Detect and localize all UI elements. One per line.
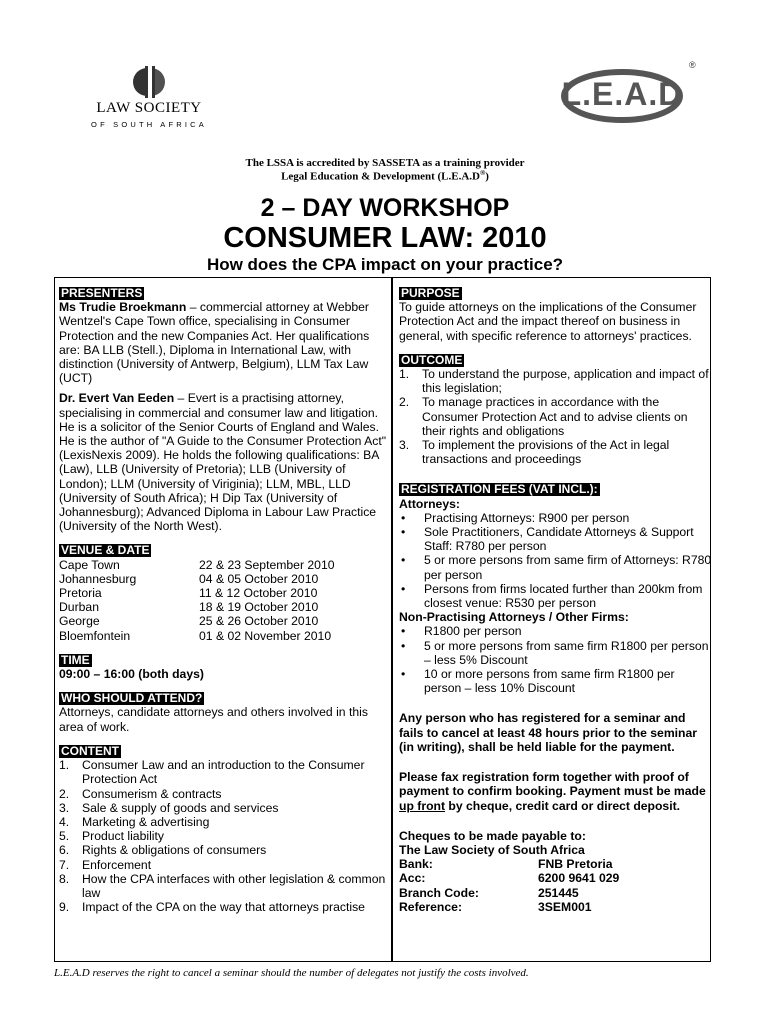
bank-row: Bank: FNB Pretoria — [399, 857, 613, 872]
non-practising-label: Non-Practising Attorneys / Other Firms: — [399, 610, 629, 625]
course-subtitle: How does the CPA impact on your practice? — [206, 255, 564, 274]
law-society-logo — [84, 62, 214, 132]
list-item: 3. Sale & supply of goods and services — [59, 800, 279, 815]
list-item: • Practising Attorneys: R900 per person — [401, 510, 630, 525]
venue-row: Cape Town 22 & 23 September 2010 — [59, 557, 335, 572]
course-title: CONSUMER LAW: 2010 — [223, 222, 547, 254]
bank-row: Acc: 6200 9641 029 — [399, 871, 620, 886]
attorneys-label: Attorneys: — [399, 496, 460, 511]
venue-row: Bloemfontein 01 & 02 November 2010 — [59, 628, 332, 643]
venue-row: Johannesburg 04 & 05 October 2010 — [59, 571, 319, 586]
attorneys-fees-list — [399, 511, 713, 610]
bank-details — [399, 857, 713, 914]
lead-registered-mark: ® — [689, 60, 696, 70]
list-item: • 5 or more persons from same firm of Attorneys: R780 per person — [401, 553, 712, 582]
list-item: 3. To implement the provisions of the Act in legal transactions and proceedings — [399, 438, 670, 467]
purpose-heading: PURPOSE — [401, 286, 460, 300]
lead-logo — [544, 60, 700, 126]
left-column — [59, 286, 391, 914]
presenter-2: Dr. Evert Van Eeden – Evert is a practising attorney, specialising in commercial and consumer law and litigation. He is a solicitor of the Senior Courts of England and Wales. He is the author of "A Guide to the Consumer Protection Act" (LexisNexis 2009). He holds the following qualifications: BA (Law), LLB (University of Pretoria); LLB (University of London); LLM (University of Viriginia); LLM, MBL, LLD (University of South Africa); H Dip Tax (University of Johannesburg); Advanced Diploma in Labour Law Practice (University of the North West). — [59, 391, 387, 534]
workshop-title: 2 – DAY WORKSHOP — [260, 194, 510, 222]
venue-table — [59, 558, 391, 643]
lead-wordmark: L.E.A.D — [561, 76, 683, 112]
list-item: 1. To understand the purpose, application and impact of this legislation; — [399, 367, 709, 396]
attend-text: Attorneys, candidate attorneys and others involved in this area of work. — [59, 705, 368, 734]
venue-row: Durban 18 & 19 October 2010 — [59, 600, 319, 615]
fax-notice: Please fax registration form together with proof of payment to confirm booking. Payment must be made up front by cheque, credit card or direct deposit. — [399, 770, 706, 813]
payee-line: The Law Society of South Africa — [399, 842, 585, 857]
venue-row: George 25 & 26 October 2010 — [59, 614, 319, 629]
bank-row: Reference: 3SEM001 — [399, 899, 592, 914]
list-item: 6. Rights & obligations of consumers — [59, 843, 267, 858]
accreditation-line-1: The LSSA is accredited by SASSETA as a training provider — [245, 157, 525, 169]
list-item: 7. Enforcement — [59, 857, 152, 872]
bank-row: Branch Code: 251445 — [399, 885, 579, 900]
list-item: • R1800 per person — [401, 624, 522, 639]
accreditation-line-2: Legal Education & Development (L.E.A.D®) — [281, 169, 489, 183]
footer-disclaimer: L.E.A.D reserves the right to cancel a seminar should the number of delegates not justify the costs involved. — [54, 967, 529, 979]
list-item: 5. Product liability — [59, 829, 164, 844]
list-item: 9. Impact of the CPA on the way that attorneys practise — [59, 900, 365, 915]
time-heading: TIME — [61, 652, 90, 667]
list-item: • 5 or more persons from same firm R1800 per person – less 5% Discount — [401, 638, 709, 667]
list-item: 4. Marketing & advertising — [59, 814, 210, 829]
list-item: 8. How the CPA interfaces with other legislation & common law — [59, 871, 386, 900]
purpose-text: To guide attorneys on the implications of the Consumer Protection Act and the impact thereof on business in general, with specific reference to attorneys' practices. — [399, 300, 697, 343]
outcome-list — [399, 367, 713, 466]
non-practising-fees-list — [399, 624, 713, 695]
attend-heading: WHO SHOULD ATTEND? — [61, 691, 203, 706]
list-item: 1. Consumer Law and an introduction to the Consumer Protection Act — [59, 758, 365, 787]
list-item: • 10 or more persons from same firm R1800 per person – less 10% Discount — [401, 667, 675, 696]
time-value: 09:00 – 16:00 (both days) — [59, 667, 204, 682]
outcome-heading: OUTCOME — [401, 352, 463, 367]
list-item: • Sole Practitioners, Candidate Attorneys & Support Staff: R780 per person — [401, 525, 694, 554]
presenters-heading: PRESENTERS — [61, 286, 143, 300]
venue-heading: VENUE & DATE — [61, 543, 150, 558]
law-society-subtitle: OF SOUTH AFRICA — [91, 120, 207, 129]
fees-heading: REGISTRATION FEES (VAT INCL.): — [401, 482, 598, 497]
venue-row: Pretoria 11 & 12 October 2010 — [59, 586, 318, 601]
content-heading: CONTENT — [61, 743, 119, 758]
cancellation-notice: Any person who has registered for a seminar and fails to cancel at least 48 hours prior to the seminar (in writing), shall be held liable for the payment. — [399, 711, 698, 754]
cheque-line: Cheques to be made payable to: — [399, 828, 586, 843]
content-list — [59, 758, 391, 914]
law-society-emblem-icon — [119, 62, 179, 102]
law-society-name: LAW SOCIETY — [96, 100, 202, 116]
list-item: 2. Consumerism & contracts — [59, 786, 222, 801]
list-item: 2. To manage practices in accordance with the Consumer Protection Act and to advise clients on their rights and obligations — [399, 395, 688, 438]
presenter-1: Ms Trudie Broekmann – commercial attorney at Webber Wentzel's Cape Town office, specialising in Consumer Protection and the new Companies Act. Her qualifications are: BA LLB (Stell.), Diploma in International Law, with distinction (University of Antwerp, Belgium), LLM Tax Law (UCT) — [59, 300, 370, 386]
right-column — [399, 286, 713, 914]
list-item: • Persons from firms located further than 200km from closest venue: R530 per person — [401, 581, 703, 611]
